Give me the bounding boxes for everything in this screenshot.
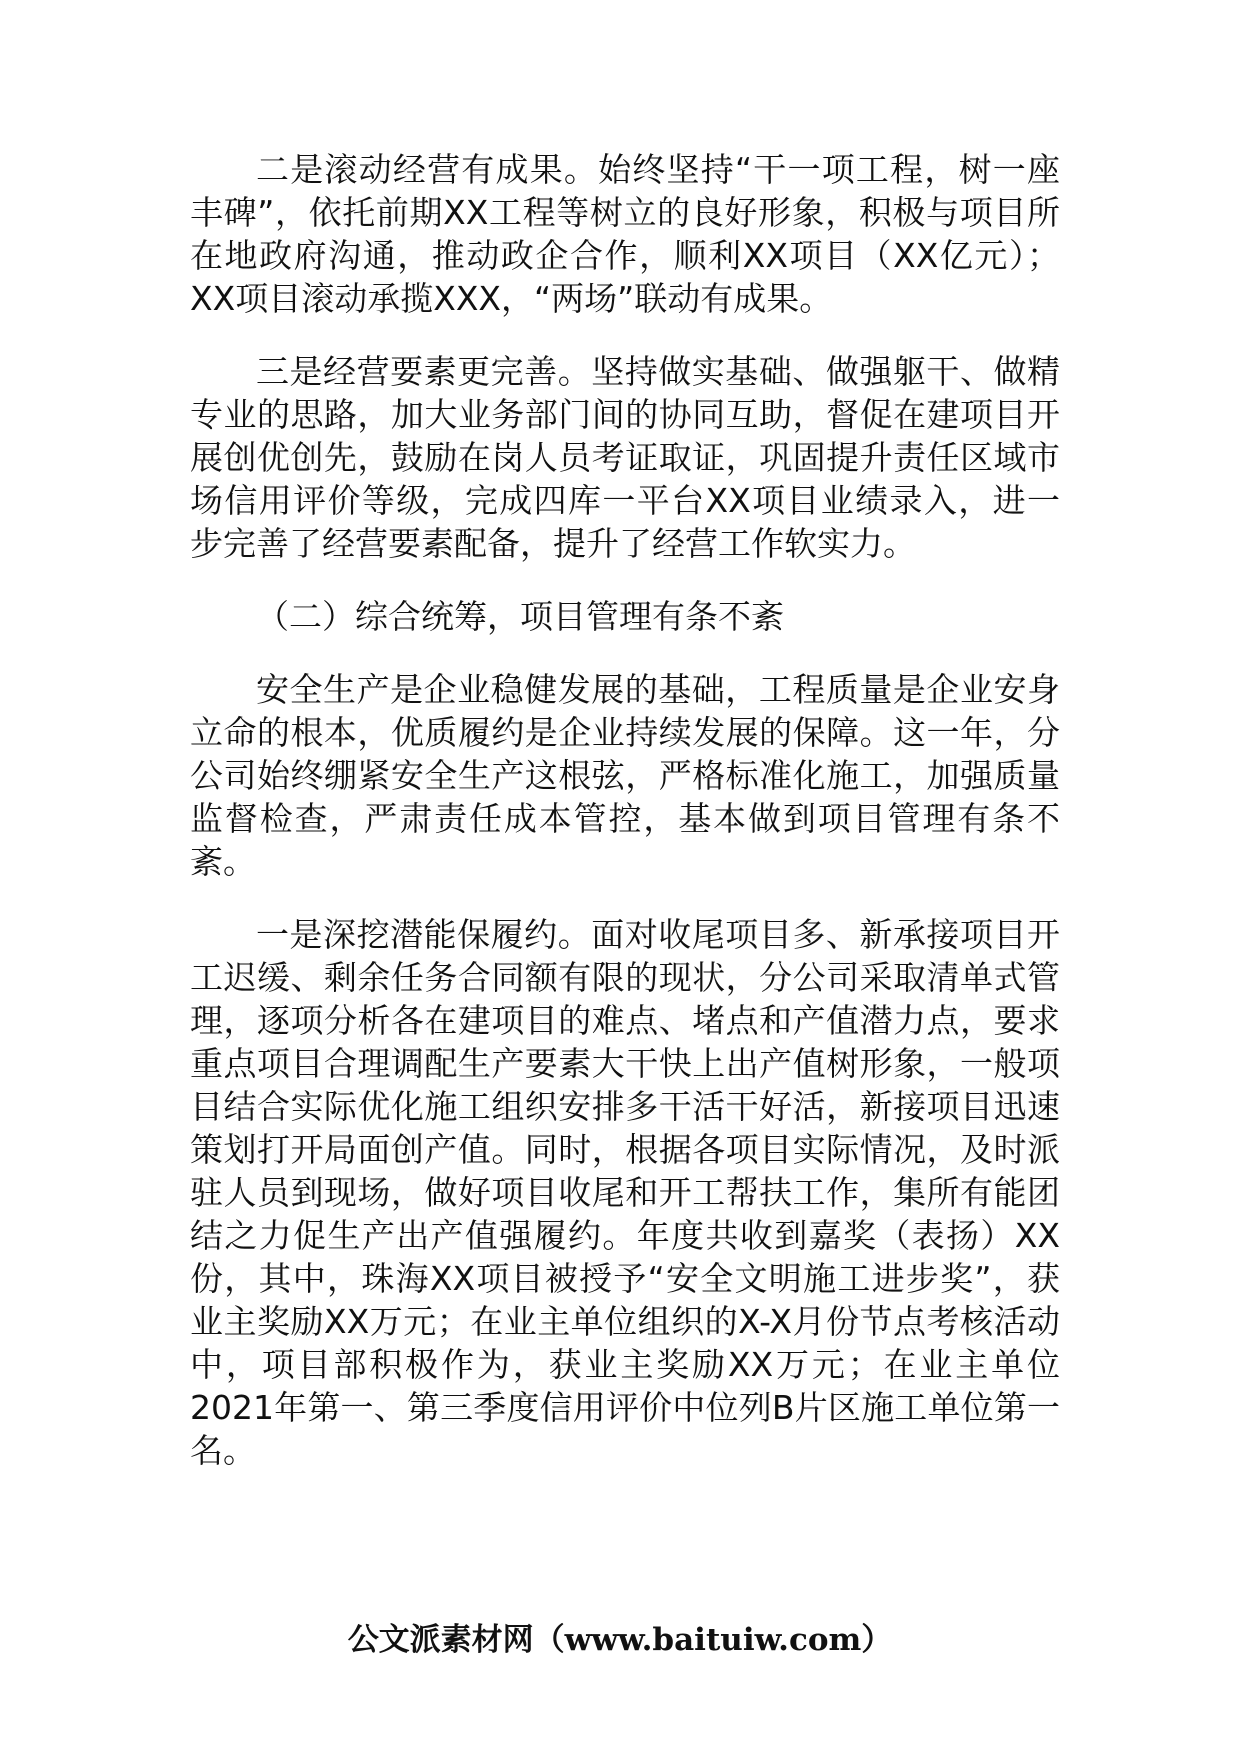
document-body [190,148,1060,1502]
paragraph-performance-guarantee: 一是深挖潜能保履约。面对收尾项目多、新承接项目开工迟缓、剩余任务合同额有限的现状，分公司采取清单式管理，逐项分析各在建项目的难点、堵点和产值潜力点，要求重点项目合理调配生产要素大干快上出产值树形象，一般项目结合实际优化施工组织安排多干活干好活，新接项目迅速策划打开局面创产值。同时，根据各项目实际情况，及时派驻人员到现场，做好项目收尾和开工帮扶工作，集所有能团结之力促生产出产值强履约。年度共收到嘉奖（表扬）XX份，其中，珠海XX项目被授予“安全文明施工进步奖”，获业主奖励XX万元；在业主单位组织的X-X月份节点考核活动中，项目部积极作为，获业主奖励XX万元；在业主单位2021年第一、第三季度信用评价中位列B片区施工单位第一名。 [190,915,1060,1470]
paragraph-rolling-operations: 二是滚动经营有成果。始终坚持“干一项工程，树一座丰碑”，依托前期XX工程等树立的良好形象，积极与项目所在地政府沟通，推动政企合作，顺利XX项目（XX亿元）；XX项目滚动承揽XXX，“两场”联动有成果。 [190,150,1060,318]
paragraph-operating-elements: 三是经营要素更完善。坚持做实基础、做强躯干、做精专业的思路，加大业务部门间的协同互助，督促在建项目开展创优创先，鼓励在岗人员考证取证，巩固提升责任区域市场信用评价等级，完成四库一平台XX项目业绩录入，进一步完善了经营要素配备，提升了经营工作软实力。 [190,352,1060,563]
paragraph-safety-production: 安全生产是企业稳健发展的基础，工程质量是企业安身立命的根本，优质履约是企业持续发展的保障。这一年，分公司始终绷紧安全生产这根弦，严格标准化施工，加强质量监督检查，严肃责任成本管控，基本做到项目管理有条不紊。 [190,670,1060,881]
section-heading: （二）综合统筹，项目管理有条不紊 [256,597,784,636]
footer-watermark: 公文派素材网（www.baituiw.com） [347,1622,893,1658]
